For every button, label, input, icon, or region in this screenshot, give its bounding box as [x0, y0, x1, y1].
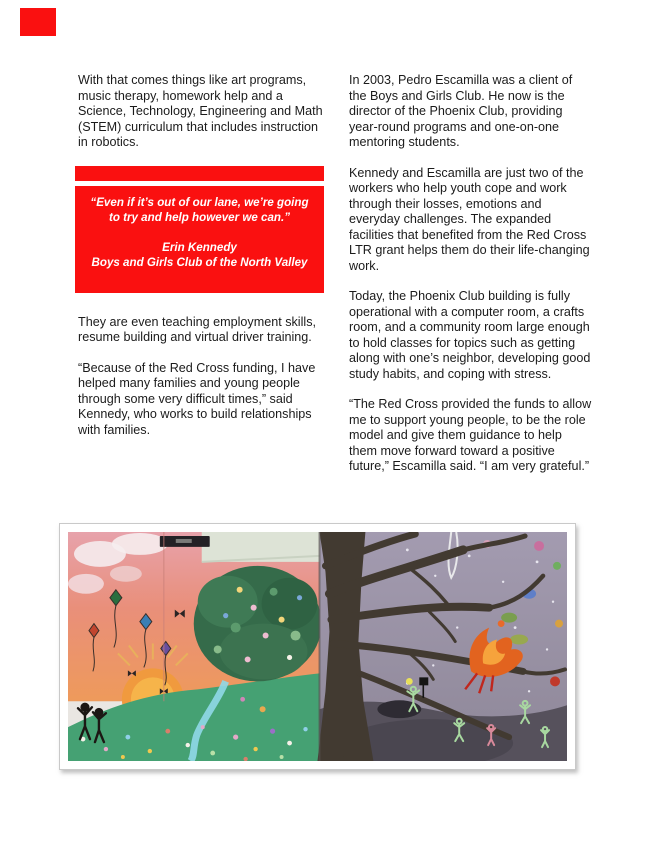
red-corner-accent: [20, 8, 56, 36]
paragraph: “Because of the Red Cross funding, I have helped many families and young people through some very difficult times,” said Kennedy, who works to build relationships with families.: [78, 360, 316, 437]
mural-painting-graphic: [68, 532, 567, 761]
mural-left-panel: [68, 532, 321, 761]
paragraph: Kennedy and Escamilla are just two of the workers who help youth cope and work through their losses, emotions and everyday challenges. The expanded facilities that benefited from the Red Cross LTR grant helps them do their life-changing work.: [349, 165, 590, 273]
left-column: [78, 73, 331, 453]
paragraph: “The Red Cross provided the funds to allow me to support young people, to be the role model and give them guidance to help them move forward toward a positive future,” Escamilla said. “I am very grateful.”: [349, 397, 592, 473]
right-column: [349, 73, 592, 490]
paragraph: In 2003, Pedro Escamilla was a client of the Boys and Girls Club. He now is the director of the Phoenix Club, providing year-round programs and one-on-one mentoring students.: [349, 73, 573, 149]
quote-attribution-org: Boys and Girls Club of the North Valley: [91, 255, 308, 269]
quote-text: “Even if it’s out of our lane, we’re going to try and help however we can.”: [90, 195, 309, 224]
quote-attribution-name: Erin Kennedy: [162, 240, 237, 254]
green-tree-canopy: [194, 566, 322, 681]
pull-quote-box: [75, 186, 324, 293]
wall-plaque: [160, 536, 210, 547]
red-divider-bar: [75, 166, 324, 181]
paragraph: Today, the Phoenix Club building is fully operational with a computer room, a crafts room, and a community room large enough to hold classes for topics such as getting along with one’s neighbor, developing good study habits, and coping with stress.: [349, 289, 591, 381]
paragraph: They are even teaching employment skills, resume building and virtual driver training.: [78, 314, 316, 344]
artwork-photo: [59, 523, 576, 770]
dark-tree-panel: [318, 532, 568, 761]
paragraph: With that comes things like art programs, music therapy, homework help and a Science, Technology, Engineering and Math (STEM) curriculum that includes instruction in robotics.: [78, 73, 323, 149]
pull-quote-block: [75, 166, 324, 293]
